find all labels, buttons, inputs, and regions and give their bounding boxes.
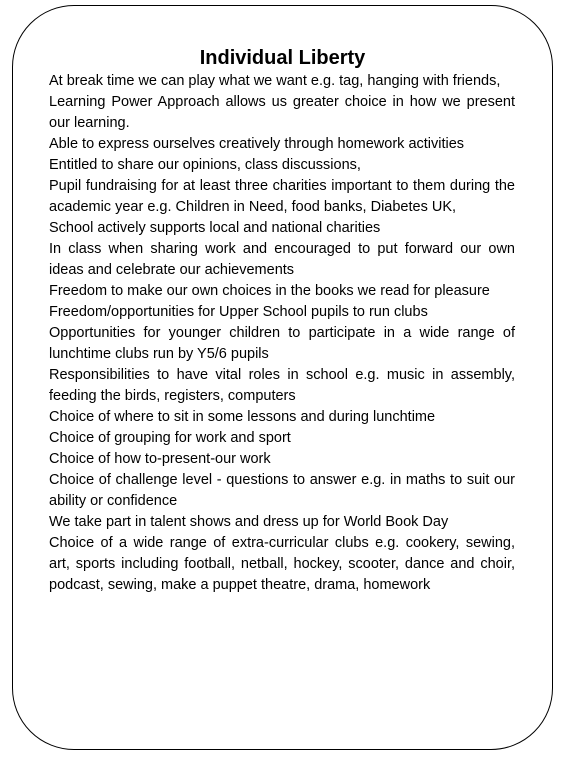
list-item: School actively supports local and national charities — [49, 220, 381, 236]
list-item: Freedom to make our own choices in the books we read for pleasure — [49, 283, 490, 299]
liberty-list — [49, 71, 515, 596]
list-item: Choice of how to-present-our work — [49, 451, 271, 467]
list-item: Opportunities for younger children to participate in a wide range of lunchtime clubs run by Y5/6 pupils — [49, 325, 515, 362]
list-item: Freedom/opportunities for Upper School pupils to run clubs — [49, 304, 428, 320]
list-item: We take part in talent shows and dress up for World Book Day — [49, 514, 449, 530]
list-item: Pupil fundraising for at least three charities important to them during the academic year e.g. Children in Need, food banks, Diabetes UK, — [49, 178, 515, 215]
list-item: Responsibilities to have vital roles in school e.g. music in assembly, feeding the birds, registers, computers — [49, 367, 515, 404]
list-item: In class when sharing work and encouraged to put forward our own ideas and celebrate our achievements — [49, 241, 515, 278]
list-item: Able to express ourselves creatively through homework activities — [49, 136, 465, 152]
list-item: Choice of grouping for work and sport — [49, 430, 291, 446]
list-item: Choice of a wide range of extra-curricular clubs e.g. cookery, sewing, art, sports including football, netball, hockey, scooter, dance and choir, podcast, sewing, make a puppet theatre, drama, homework — [49, 535, 515, 593]
page-title: Individual Liberty — [199, 47, 366, 69]
list-item: Learning Power Approach allows us greater choice in how we present our learning. — [49, 94, 515, 131]
list-item: At break time we can play what we want e.g. tag, hanging with friends, — [49, 73, 501, 89]
list-item: Entitled to share our opinions, class discussions, — [49, 157, 361, 173]
list-item: Choice of challenge level - questions to answer e.g. in maths to suit our ability or confidence — [49, 472, 515, 509]
list-item: Choice of where to sit in some lessons and during lunchtime — [49, 409, 436, 425]
